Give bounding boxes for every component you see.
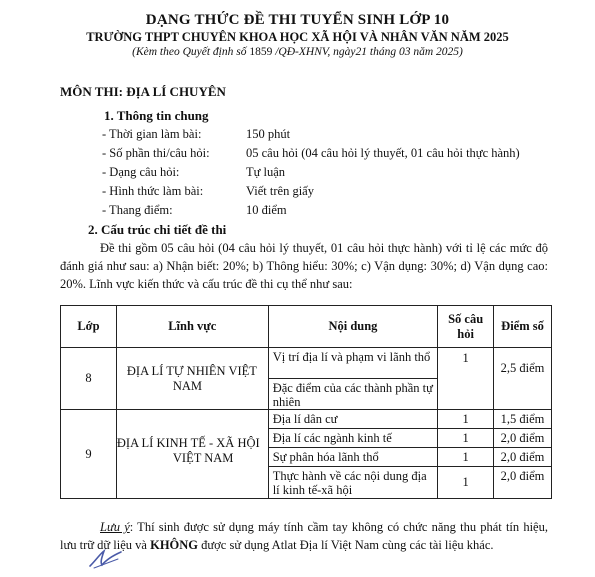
document-subtitle: TRƯỜNG THPT CHUYÊN KHOA HỌC XÃ HỘI VÀ NHÂN VĂN NĂM 2025 <box>86 30 509 44</box>
content-cell: Địa lí các ngành kinh tế <box>268 429 438 448</box>
header-questions: Số câu hỏi <box>438 306 494 348</box>
questions-cell: 1 <box>438 410 494 429</box>
header-content: Nội dung <box>268 306 438 348</box>
section2-heading: 2. Cấu trúc chi tiết đề thi <box>88 222 227 237</box>
header-points: Điểm số <box>494 306 552 348</box>
points-cell: 2,0 điểm <box>494 429 552 448</box>
subject-heading: MÔN THI: ĐỊA LÍ CHUYÊN <box>60 84 226 99</box>
note-text-after: được sử dụng Atlat Địa lí Việt Nam cùng các tài liệu khác. <box>198 538 494 552</box>
info-label-format: - Hình thức làm bài: <box>102 184 204 198</box>
decision-prefix: (Kèm theo Quyết định số <box>132 46 250 58</box>
field-socioeconomic-cell <box>116 410 268 499</box>
questions-cell: 1 <box>438 429 494 448</box>
header-field: Lĩnh vực <box>116 306 268 348</box>
document-title: DẠNG THỨC ĐỀ THI TUYỂN SINH LỚP 10 <box>145 12 450 28</box>
info-label-time: - Thời gian làm bài: <box>102 127 202 141</box>
exam-structure-table <box>60 305 552 499</box>
field-natural-text: ĐỊA LÍ TỰ NHIÊN VIỆT NAM <box>126 363 257 393</box>
info-value-format: Viết trên giấy <box>246 184 314 198</box>
grade-8-cell: 8 <box>61 348 117 410</box>
info-value-type: Tự luận <box>246 165 286 179</box>
info-value-questions: 05 câu hỏi (04 câu hỏi lý thuyết, 01 câu hỏi thực hành) <box>246 146 520 160</box>
content-cell: Thực hành về các nội dung địa lí kinh tế-xã hội <box>268 467 438 499</box>
info-label-type: - Dạng câu hỏi: <box>102 165 180 179</box>
signature-mark <box>88 548 124 570</box>
decision-suffix: /QĐ-XHNV, ngày21 tháng 03 năm 2025) <box>272 46 463 58</box>
structure-text: Đề thi gồm 05 câu hỏi (04 câu hỏi lý thuyết, 01 câu hỏi thực hành) với tỉ lệ các mức độ đánh giá như sau: a) Nhận biết: 20%; b) Thông hiểu: 30%; c) Vận dụng: 30%; d) Vận dụng cao: 20%. Lĩnh vực kiến thức và cấu trúc đề thi cụ thể như sau: <box>60 241 548 291</box>
field-natural-cell <box>116 348 268 410</box>
table-row <box>61 348 552 379</box>
grade-9-cell: 9 <box>61 410 117 499</box>
content-cell: Vị trí địa lí và phạm vi lãnh thổ <box>268 348 438 379</box>
decision-reference <box>0 46 595 58</box>
questions-cell: 1 <box>438 348 494 410</box>
info-label-scale: - Thang điểm: <box>102 203 173 217</box>
info-value-scale: 10 điểm <box>246 203 287 217</box>
points-cell: 2,0 điểm <box>494 448 552 467</box>
questions-cell: 1 <box>438 448 494 467</box>
content-cell: Sự phân hóa lãnh thổ <box>268 448 438 467</box>
field-socioeconomic-text: ĐỊA LÍ KINH TẾ - XÃ HỘI VIỆT NAM <box>116 436 260 465</box>
table-header-row <box>61 306 552 348</box>
structure-paragraph <box>60 239 548 293</box>
points-cell: 2,0 điểm <box>494 467 552 499</box>
info-value-time: 150 phút <box>246 127 291 141</box>
note-paragraph <box>60 518 548 554</box>
table-row <box>61 410 552 429</box>
note-label: Lưu ý <box>100 520 130 534</box>
content-cell: Địa lí dân cư <box>268 410 438 429</box>
section1-heading: 1. Thông tin chung <box>104 108 209 123</box>
note-emphasis: KHÔNG <box>150 538 199 552</box>
points-cell: 2,5 điểm <box>494 348 552 410</box>
questions-cell: 1 <box>438 467 494 499</box>
note-text-before: : Thí sinh được sử dụng máy tính cầm tay không có chức năng thu phát tín hiệu, lưu trữ dữ liệu và <box>60 520 548 552</box>
content-cell: Đặc điểm của các thành phần tự nhiên <box>268 379 438 410</box>
decision-number: 1859 <box>249 46 273 58</box>
info-label-questions: - Số phần thi/câu hỏi: <box>102 146 210 160</box>
points-cell: 1,5 điểm <box>494 410 552 429</box>
note-text <box>60 518 548 554</box>
header-grade: Lớp <box>61 306 117 348</box>
